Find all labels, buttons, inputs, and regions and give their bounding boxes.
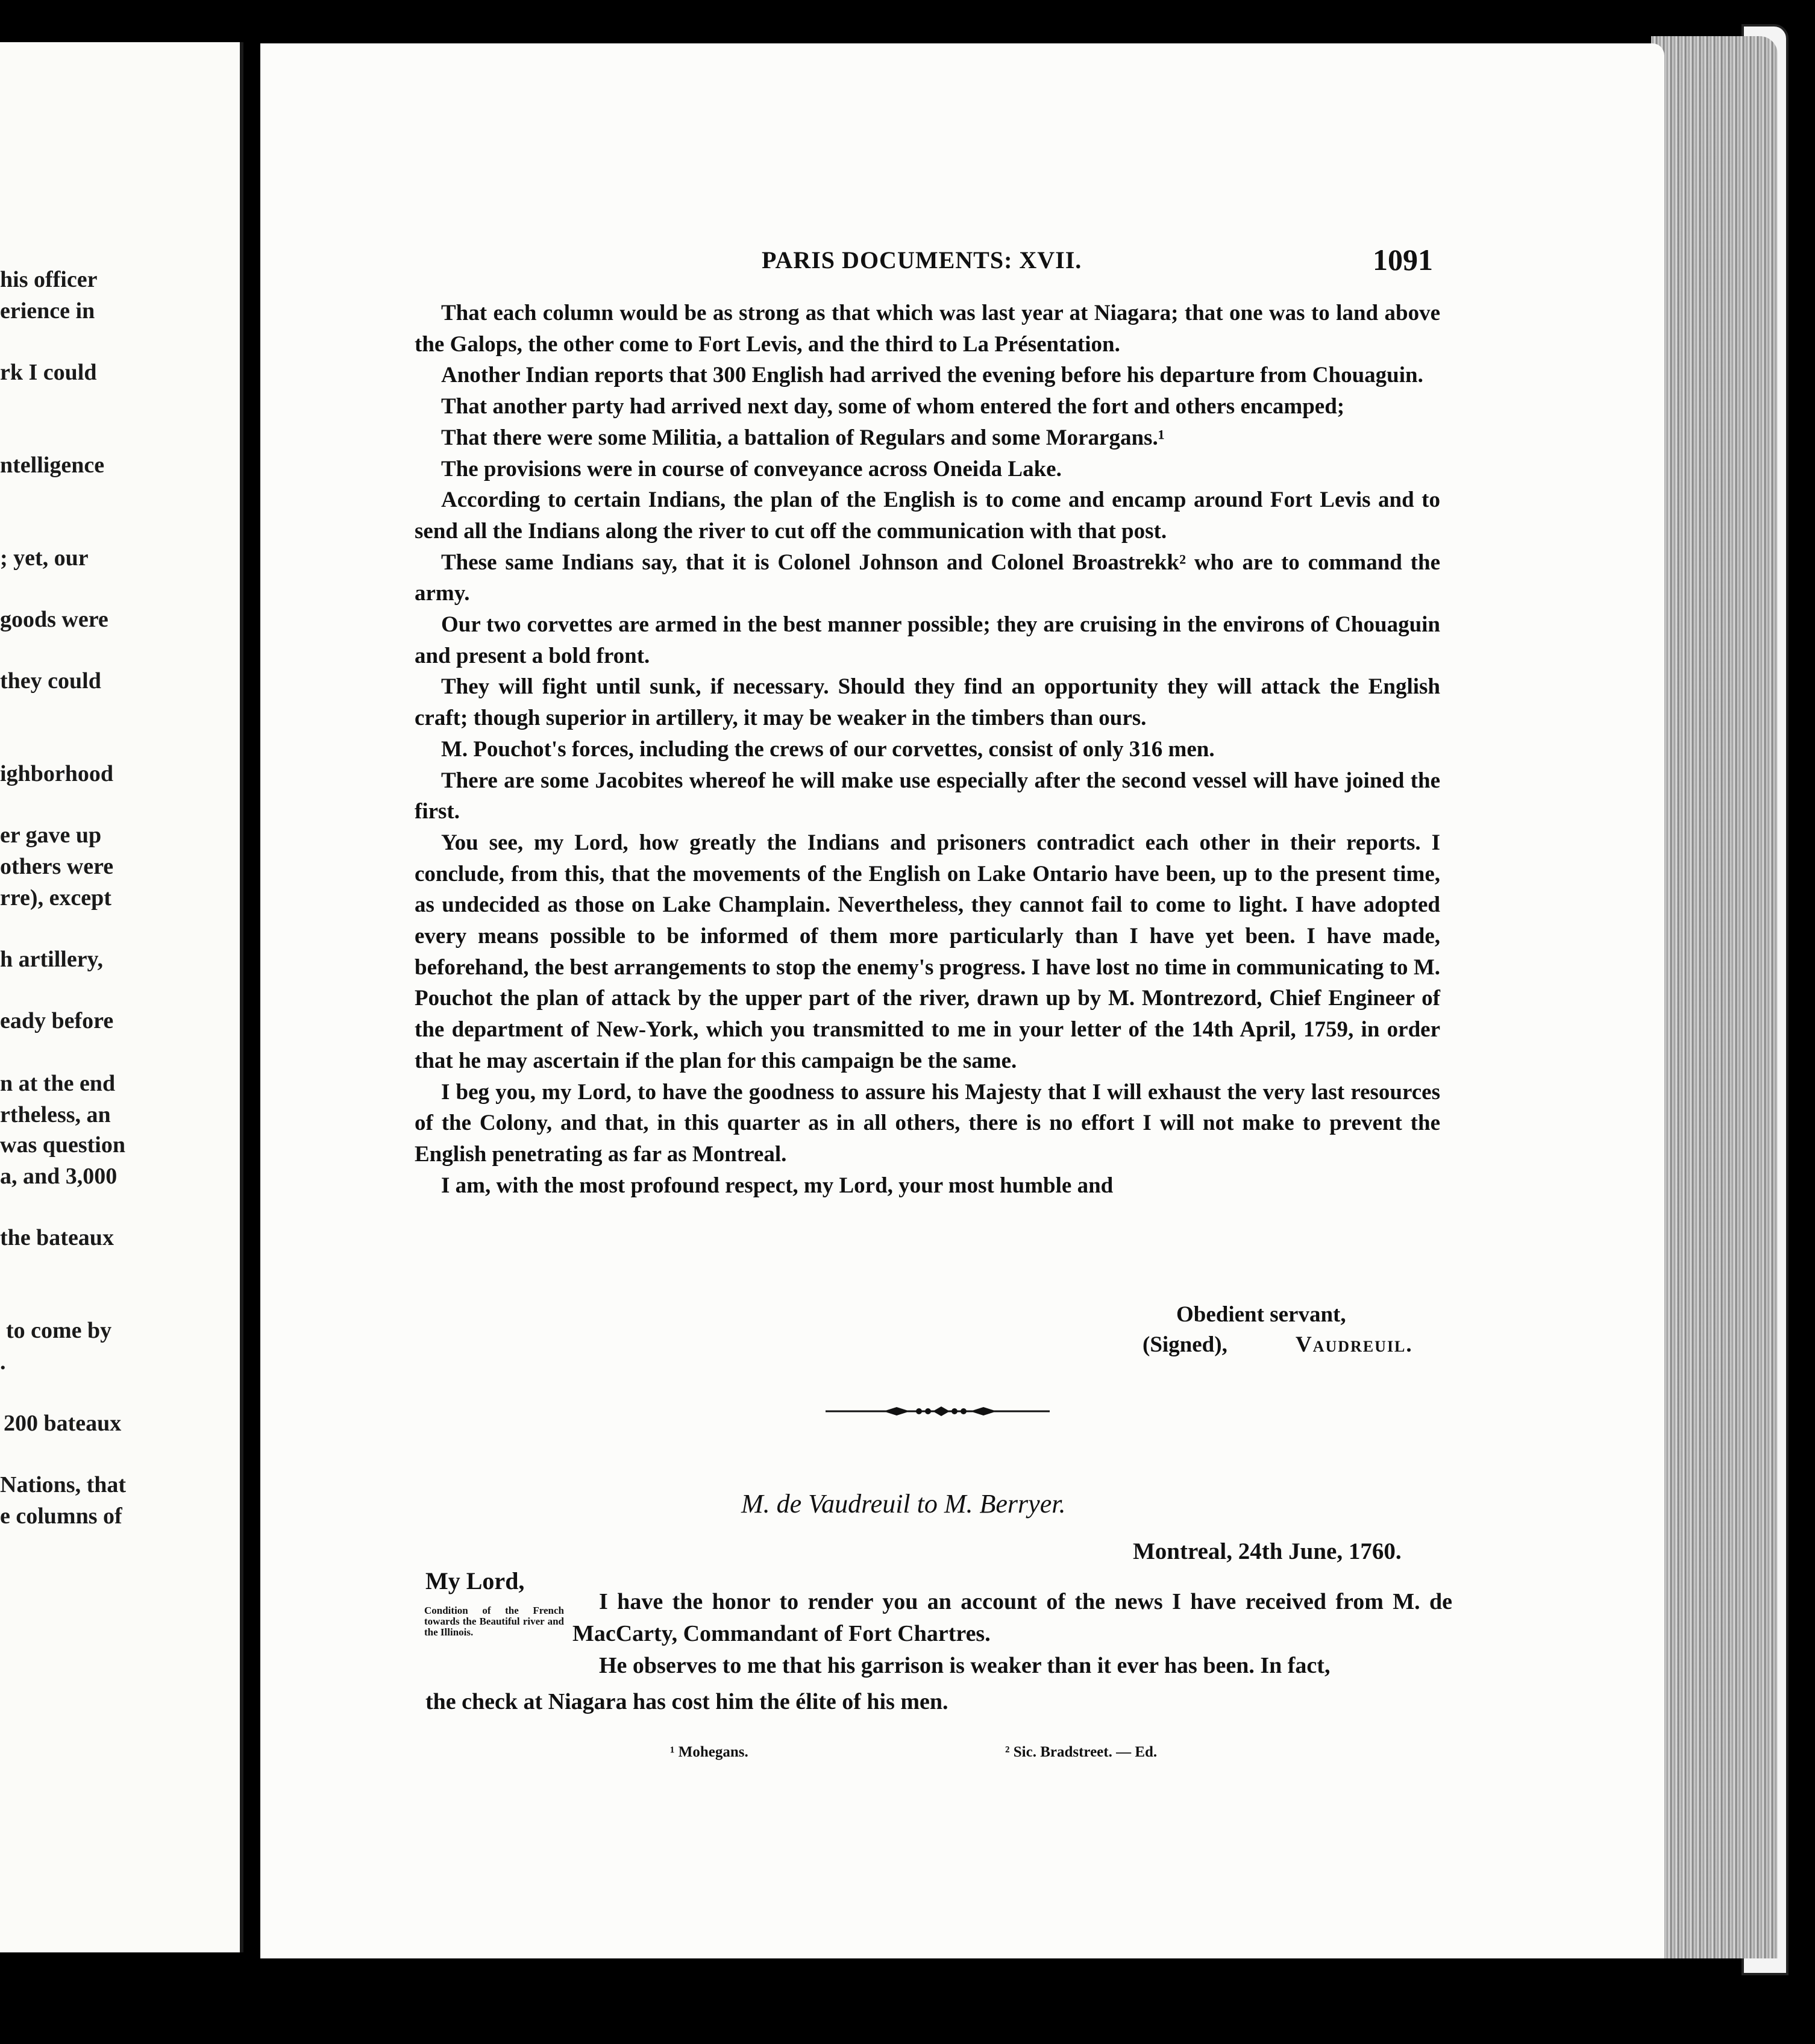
left-page-line: rtheless, an [0,1102,111,1127]
left-page-line: ; yet, our [0,545,89,571]
left-page-line: . [0,1349,6,1375]
paragraph: These same Indians say, that it is Colonel Johnson and Colonel Broastrekk² who are to command the army. [415,550,1440,606]
page-number: 1091 [1373,243,1433,277]
margin-note: Condition of the French towards the Beautiful river and the Illinois. [424,1605,564,1638]
left-page-line: the bateaux [0,1225,114,1250]
left-page-line: was question [0,1132,125,1158]
left-page-line: e columns of [0,1503,122,1529]
closing-servant: Obedient servant, [1176,1302,1346,1327]
left-page-line: Nations, that [0,1472,127,1497]
left-page-line: a, and 3,000 [0,1164,118,1189]
paragraph: He observes to me that his garrison is weaker than it ever has been. In fact, [599,1653,1331,1678]
left-page-line: 200 bateaux [4,1411,122,1436]
left-page-line: erience in [0,298,95,324]
left-page-line: ighborhood [0,761,113,786]
closing-signed: (Signed), [1143,1332,1227,1357]
salutation: My Lord, [425,1567,525,1594]
paragraph: There are some Jacobites whereof he will make use especially after the second vessel will have joined the first. [415,768,1440,824]
left-page-line: er gave up [0,823,102,848]
paragraph: Our two corvettes are armed in the best manner possible; they are cruising in the environs of Chouaguin and present a bold front. [415,612,1440,668]
left-page-line: rre), except [0,885,111,911]
left-page-line: ntelligence [0,453,105,478]
paragraph: They will fight until sunk, if necessary. Should they find an opportunity they will attack the English craft; though superior in artillery, it may be weaker in the timbers than ours. [415,674,1440,731]
footnote-2: ² Sic. Bradstreet. — Ed. [1005,1744,1158,1760]
ornament-divider [826,1405,1050,1417]
paragraph: That each column would be as strong as that which was last year at Niagara; that one was to land above the Galops, the other come to Fort Levis, and the third to La Présentation. [415,301,1440,357]
left-page-line: h artillery, [0,947,103,972]
paragraph: According to certain Indians, the plan of the English is to come and encamp around Fort Levis and to send all the Indians along the river to cut off the communication with that post. [415,487,1440,544]
left-page-line: his officer [0,267,98,292]
letter2-body [572,1586,1452,1682]
paragraph: I am, with the most profound respect, my Lord, your most humble and [441,1173,1114,1198]
paragraph: I have the honor to render you an account of the news I have received from M. de MacCarty, Commandant of Fort Chartres. [572,1589,1452,1646]
running-header: PARIS DOCUMENTS: XVII. [762,246,1082,274]
paragraph: M. Pouchot's forces, including the crews of our corvettes, consist of only 316 men. [441,736,1215,762]
letter-dateline: Montreal, 24th June, 1760. [1133,1538,1402,1564]
signature: Vaudreuil. [1296,1332,1413,1357]
left-page-line: n at the end [0,1071,116,1096]
letter-body [415,298,1440,1201]
left-facing-page [0,42,243,1952]
paragraph: Another Indian reports that 300 English had arrived the evening before his departure from Chouaguin. [441,363,1423,388]
letter-title: M. de Vaudreuil to M. Berryer. [741,1489,1066,1519]
left-page-line: rk I could [0,360,97,385]
paragraph: The provisions were in course of conveyance across Oneida Lake. [441,456,1062,481]
paragraph: That another party had arrived next day, some of whom entered the fort and others encamped; [441,394,1345,419]
footnote-1: ¹ Mohegans. [670,1744,748,1760]
paragraph: You see, my Lord, how greatly the Indians and prisoners contradict each other in their reports. I conclude, from this, that the movements of the English on Lake Ontario have been, up to the present time, as undecided as those on Lake Champlain. Nevertheless, they cannot fail to come to light. I have adopted every means possible to be informed of them more particularly than I have yet been. I have made, beforehand, the best arrangements to stop the enemy's progress. I have lost no time in communicating to M. Pouchot the plan of attack by the upper part of the river, drawn up by M. Montrezord, Chief Engineer of the department of New-York, which you transmitted to me in your letter of the 14th April, 1759, in order that he may ascertain if the plan for this campaign be the same. [415,830,1440,1073]
left-page-line: they could [0,668,101,694]
letter2-last-line: the check at Niagara has cost him the élite of his men. [425,1689,948,1714]
left-page-line: to come by [6,1318,112,1343]
left-page-line: goods were [0,607,108,632]
page-edges [1651,36,1778,1958]
paragraph: I beg you, my Lord, to have the goodness to assure his Majesty that I will exhaust the very last resources of the Colony, and that, in this quarter as in all others, there is no effort I will not make to prevent the English penetrating as far as Montreal. [415,1079,1440,1167]
left-page-line: others were [0,854,114,879]
paragraph: That there were some Militia, a battalion of Regulars and some Morargans.¹ [441,425,1165,450]
left-page-line: eady before [0,1008,114,1033]
